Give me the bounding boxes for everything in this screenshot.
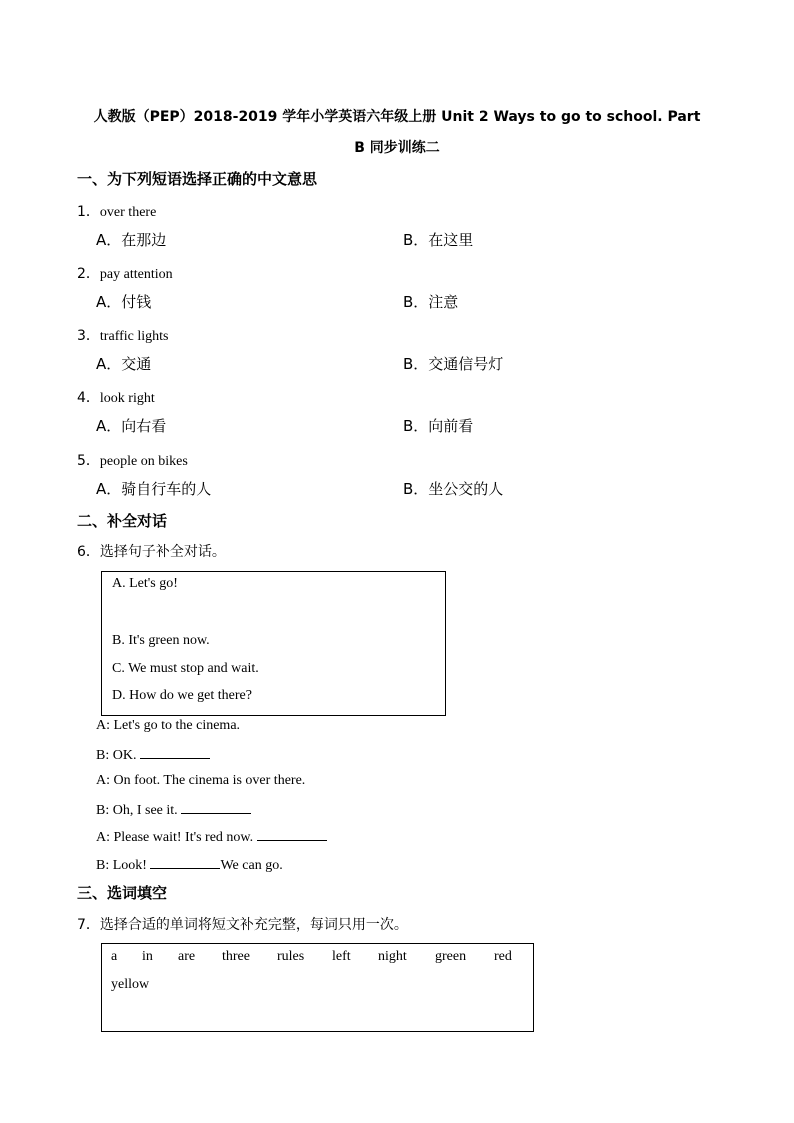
answer-blank[interactable] xyxy=(140,746,210,759)
dialogue-line-4 xyxy=(96,801,251,819)
question-7 xyxy=(77,914,408,934)
question-text: pay attention xyxy=(99,267,173,282)
word-bank-word: red xyxy=(494,949,512,964)
dialogue-line-2 xyxy=(96,746,210,764)
section-heading-2: 二、补全对话 xyxy=(77,512,168,530)
dialogue-text: A: Let's go to the cinema. xyxy=(96,718,241,733)
question-text: look right xyxy=(99,391,155,406)
word-bank-word: three xyxy=(222,949,250,964)
question-4-option-a: A．向右看 xyxy=(96,417,167,435)
dialogue-text: B: Look! xyxy=(96,858,151,873)
question-3-option-a: A．交通 xyxy=(96,355,152,373)
question-text: 选择句子补全对话。 xyxy=(99,544,226,560)
answer-blank[interactable] xyxy=(150,856,220,869)
question-text: over there xyxy=(99,205,157,220)
question-1-option-a: A．在那边 xyxy=(96,231,167,249)
word-bank-word: a xyxy=(111,949,118,964)
section-heading-3: 三、选词填空 xyxy=(77,884,168,902)
options-box xyxy=(101,571,446,716)
answer-blank[interactable] xyxy=(257,828,327,841)
question-2 xyxy=(77,263,173,283)
question-5-option-b: B．坐公交的人 xyxy=(403,480,504,498)
question-2-option-b: B．注意 xyxy=(403,293,459,311)
dialogue-text: A: Please wait! It's red now. xyxy=(96,830,257,845)
word-bank-box xyxy=(101,943,534,1032)
dialogue-text: B: OK. xyxy=(96,748,140,763)
dialogue-line-1 xyxy=(96,718,240,734)
question-number: 3． xyxy=(77,328,100,344)
question-1 xyxy=(77,201,156,221)
question-number: 6． xyxy=(77,544,100,560)
question-6 xyxy=(77,541,226,561)
option-c: C. We must stop and wait. xyxy=(112,661,259,676)
option-d: D. How do we get there? xyxy=(112,688,252,703)
question-text: 选择合适的单词将短文补充完整，每词只用一次。 xyxy=(99,917,408,933)
word-bank-word: in xyxy=(142,949,153,964)
question-4-option-b: B．向前看 xyxy=(403,417,474,435)
word-bank-word: night xyxy=(378,949,407,964)
question-5 xyxy=(77,450,188,470)
dialogue-line-3 xyxy=(96,773,305,789)
question-number: 4． xyxy=(77,390,100,406)
section-heading-1: 一、为下列短语选择正确的中文意思 xyxy=(77,170,318,188)
word-bank-word: are xyxy=(178,949,196,964)
question-number: 1． xyxy=(77,204,100,220)
question-3 xyxy=(77,325,168,345)
question-5-option-a: A．骑自行车的人 xyxy=(96,480,212,498)
dialogue-text: A: On foot. The cinema is over there. xyxy=(96,773,306,788)
option-a: A. Let's go! xyxy=(112,576,178,591)
dialogue-line-5 xyxy=(96,828,327,846)
question-1-option-b: B．在这里 xyxy=(403,231,474,249)
question-number: 7． xyxy=(77,917,100,933)
question-number: 2． xyxy=(77,266,100,282)
question-3-option-b: B．交通信号灯 xyxy=(403,355,504,373)
document-title-line2: B 同步训练二 xyxy=(354,140,440,156)
question-number: 5． xyxy=(77,453,100,469)
question-4 xyxy=(77,387,155,407)
option-b: B. It's green now. xyxy=(112,633,210,648)
dialogue-text: B: Oh, I see it. xyxy=(96,803,182,818)
word-bank-word: left xyxy=(332,949,351,964)
question-text: traffic lights xyxy=(99,329,169,344)
dialogue-text: We can go. xyxy=(220,858,283,873)
word-bank-word: green xyxy=(435,949,467,964)
dialogue-line-6 xyxy=(96,856,283,874)
answer-blank[interactable] xyxy=(181,801,251,814)
word-bank-word: rules xyxy=(277,949,305,964)
word-bank-word: yellow xyxy=(111,977,150,992)
question-2-option-a: A．付钱 xyxy=(96,293,152,311)
document-title-line1: 人教版（PEP）2018-2019 学年小学英语六年级上册 Unit 2 Ways to go to school. Part xyxy=(93,109,701,125)
question-text: people on bikes xyxy=(99,454,188,469)
